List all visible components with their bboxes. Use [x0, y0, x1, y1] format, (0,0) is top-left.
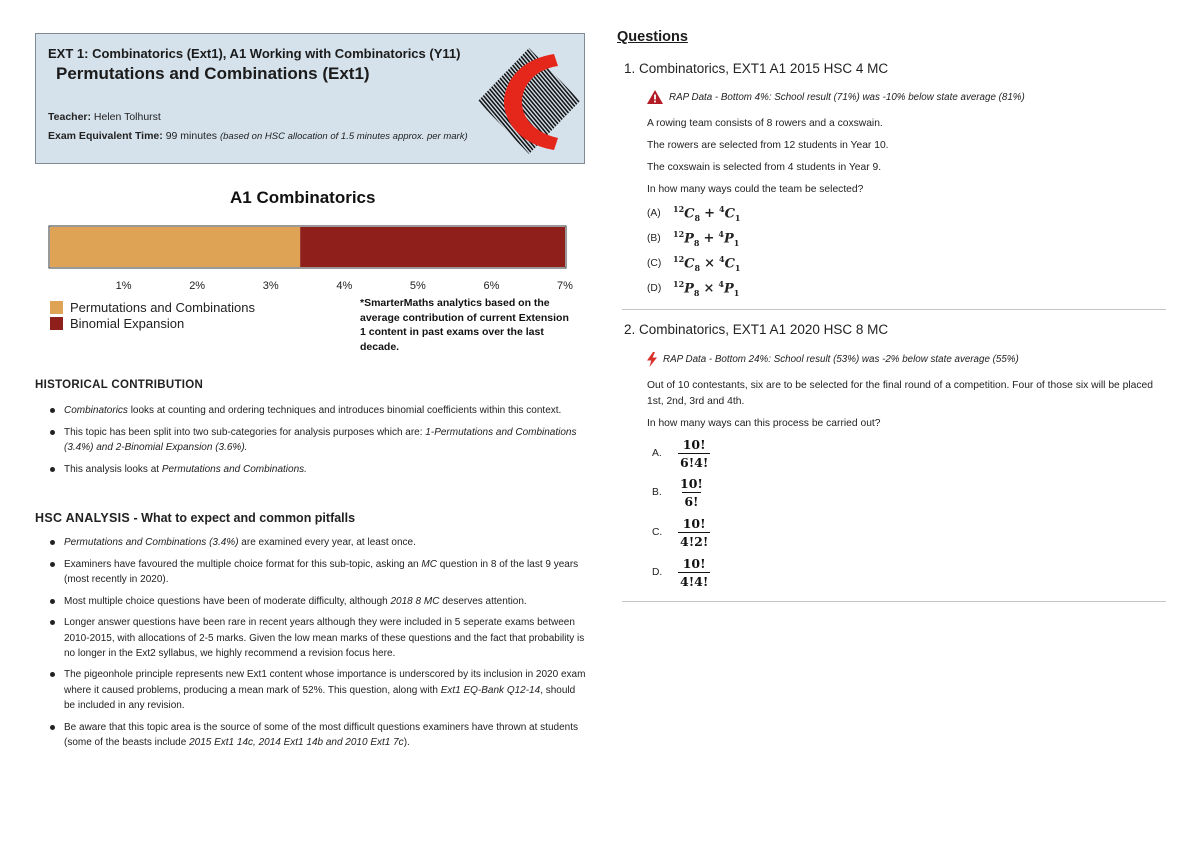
list-item-text: This analysis looks at: [64, 463, 162, 475]
math-symbol: C: [724, 206, 735, 222]
option-label: (A): [647, 207, 661, 219]
math-sup: 4: [718, 254, 725, 264]
list-item-text: Examiners have favoured the multiple choice format for this sub-topic, asking an: [64, 558, 422, 570]
question-1-line-3: The coxswain is selected from 4 students in Year 9.: [647, 162, 882, 173]
legend-swatch-binomial: [50, 317, 63, 330]
math-operator: ×: [704, 256, 715, 272]
math-symbol: C: [724, 256, 735, 272]
list-item-text: Most multiple choice questions have been of moderate difficulty, although: [64, 595, 391, 607]
list-item: [48, 403, 588, 418]
stacked-bar-chart: [40, 222, 580, 298]
emphasis-text: Permutations and Combinations (3.4%): [64, 537, 239, 548]
math-operator: +: [703, 231, 715, 247]
teacher-label: Teacher:: [48, 111, 91, 123]
math-sub: 8: [694, 262, 701, 273]
bar-segment-binomial: [300, 227, 565, 267]
chart-legend: [50, 299, 255, 331]
emphasis-text: MC: [421, 558, 437, 570]
option-expression: [673, 229, 739, 248]
fraction-denominator: 6!4!: [680, 455, 709, 470]
question-1-option-a[interactable]: [647, 204, 741, 223]
math-symbol: P: [684, 281, 694, 297]
question-1-line-1: A rowing team consists of 8 rowers and a coxswain.: [647, 118, 883, 129]
question-2-option-d[interactable]: [652, 556, 710, 589]
legend-entry-permutations: [50, 299, 255, 315]
question-1-option-c[interactable]: [647, 254, 741, 273]
fraction-denominator: 6!: [684, 494, 699, 509]
question-1-title: 1. Combinatorics, EXT1 A1 2015 HSC 4 MC: [624, 61, 889, 76]
exam-time-label: Exam Equivalent Time:: [48, 130, 163, 142]
list-item-text: are examined every year, at least once.: [238, 537, 416, 548]
question-2-text-2: In how many ways can this process be carried out?: [647, 418, 881, 429]
question-2-title: 2. Combinatorics, EXT1 A1 2020 HSC 8 MC: [624, 322, 889, 337]
math-sup: 4: [718, 229, 724, 239]
teacher-name: Helen Tolhurst: [93, 111, 161, 123]
list-item: [48, 462, 588, 477]
option-label: (D): [647, 282, 662, 294]
option-fraction: [678, 516, 710, 549]
option-label: D.: [652, 567, 663, 578]
smartermaths-logo-icon: [476, 46, 582, 156]
math-sub: 8: [694, 212, 701, 223]
fraction-denominator: 4!2!: [680, 534, 709, 549]
option-label: A.: [652, 448, 662, 459]
math-sub: 1: [734, 262, 741, 273]
option-expression: [673, 279, 739, 298]
hsc-analysis-heading: [35, 511, 355, 525]
question-2-option-c[interactable]: [652, 516, 710, 549]
historical-list: [48, 403, 588, 483]
list-item: [48, 425, 588, 455]
question-2-text-1: Out of 10 contestants, six are to be selected for the final round of a competition. Four of those six will be placed 1st, 2nd, 3rd and 4th.: [647, 380, 1153, 407]
math-sup: 12: [673, 279, 685, 289]
list-item-text: ).: [403, 736, 410, 748]
emphasis-text: Ext1 EQ-Bank Q12-14: [440, 684, 541, 696]
option-label: (B): [647, 232, 661, 244]
list-item: [48, 667, 588, 713]
math-sup: 12: [673, 254, 685, 264]
option-fraction: [678, 556, 710, 589]
rap-text: RAP Data - Bottom 24%: School result (53%) was -2% below state average (55%): [663, 354, 1019, 365]
math-symbol: P: [723, 231, 734, 247]
math-sub: 1: [733, 287, 740, 298]
fraction-denominator: 4!4!: [680, 574, 709, 589]
topic-header-box: [35, 33, 585, 164]
list-item-text: deserves attention.: [439, 595, 527, 607]
rap-text: RAP Data - Bottom 4%: School result (71%) was -10% below state average (81%): [669, 91, 1025, 103]
question-1-line-4: In how many ways could the team be selected?: [647, 184, 864, 195]
question-1-option-d[interactable]: [647, 279, 739, 298]
math-sub: 1: [733, 237, 740, 248]
emphasis-text: Permutations and Combinations.: [161, 463, 307, 475]
option-expression: [673, 204, 741, 223]
list-item: [48, 594, 588, 609]
math-sup: 12: [673, 229, 685, 239]
list-item: [48, 615, 588, 661]
x-tick-label: 5%: [409, 280, 426, 292]
x-tick-label: 4%: [336, 280, 353, 292]
legend-entry-binomial: [50, 315, 255, 331]
list-item-text: Be aware that this topic area is the source of some of the most difficult questions examiners have thrown at students (some of the beasts include: [64, 721, 578, 748]
math-symbol: C: [684, 206, 695, 222]
list-item-text: , should be included in any revision.: [64, 684, 576, 711]
list-item: [48, 557, 588, 587]
option-expression: [673, 254, 741, 273]
chart-title: A1 Combinatorics: [230, 188, 376, 207]
question-1-rap: [647, 90, 1025, 104]
list-item-text: The pigeonhole principle represents new Ext1 content whose importance is underscored by its inclusion in 2020 exam where it caused problems, producing a mean mark of 52%. This question, along with: [64, 669, 586, 696]
math-symbol: P: [684, 231, 694, 247]
option-fraction: [678, 437, 710, 470]
math-operator: ×: [703, 281, 715, 297]
math-operator: +: [704, 206, 715, 222]
emphasis-text: Combinatorics: [64, 405, 128, 416]
option-fraction: [678, 476, 705, 509]
x-tick-label: 7%: [557, 280, 573, 292]
chart-footnote: *SmarterMaths analytics based on the average contribution of current Extension 1 content in past exams over the last decade.: [360, 297, 569, 353]
legend-swatch-permutations: [50, 301, 63, 314]
question-2-rap: [647, 352, 1019, 367]
teacher-line: [48, 111, 161, 123]
historical-heading: HISTORICAL CONTRIBUTION: [35, 379, 204, 391]
hsc-analysis-list: [48, 535, 588, 756]
legend-label-binomial: Binomial Expansion: [70, 315, 185, 331]
question-1-line-2: The rowers are selected from 12 students in Year 10.: [647, 140, 889, 151]
x-tick-label: 2%: [189, 280, 206, 292]
x-tick-label: 3%: [262, 280, 279, 292]
list-item: [48, 535, 588, 550]
exam-time-line: [48, 129, 468, 144]
fraction-numerator: 10!: [682, 556, 706, 571]
exam-time-note: (based on HSC allocation of 1.5 minutes approx. per mark): [219, 131, 468, 142]
option-label: C.: [652, 527, 663, 538]
exam-time-value: 99 minutes: [165, 130, 218, 142]
list-item-text: This topic has been split into two sub-categories for analysis purposes which are:: [64, 426, 426, 438]
question-divider: [622, 601, 1166, 602]
math-sup: 4: [718, 204, 725, 214]
list-item-text: Longer answer questions have been rare in recent years although they were included in 5 seperate exams between 2010-2015, with allocations of 2-5 marks. Given the low mean marks of these questions and the fact that probability is no longer in the Ext2 syllabus, we highly recommend a revision focus here.: [64, 617, 585, 659]
x-tick-label: 1%: [115, 280, 132, 292]
questions-heading: Questions: [617, 29, 688, 45]
list-item: [48, 720, 588, 750]
fraction-numerator: 10!: [682, 437, 706, 452]
hsc-heading-bold: HSC ANALYSIS: [35, 511, 131, 525]
math-sub: 8: [693, 237, 700, 248]
fraction-numerator: 10!: [680, 476, 703, 491]
math-sup: 4: [718, 279, 724, 289]
math-symbol: P: [723, 281, 734, 297]
page-title: Permutations and Combinations (Ext1): [56, 64, 370, 83]
emphasis-text: 2015 Ext1 14c, 2014 Ext1 14b and 2010 Ext1 7c: [189, 736, 404, 748]
legend-label-permutations: Permutations and Combinations: [70, 299, 255, 315]
lightning-icon: [647, 352, 657, 367]
emphasis-text: 1-Permutations and Combinations (3.4%) and 2-Binomial Expansion (3.6%).: [64, 426, 577, 453]
fraction-numerator: 10!: [682, 516, 706, 531]
list-item-text: looks at counting and ordering techniques and introduces binomial coefficients within this context.: [127, 405, 562, 416]
bar-segment-permutations: [50, 227, 300, 267]
question-1-option-b[interactable]: [647, 229, 739, 248]
math-symbol: C: [684, 256, 695, 272]
math-sub: 1: [734, 212, 741, 223]
question-divider: [622, 309, 1166, 310]
math-sub: 8: [693, 287, 700, 298]
option-label: B.: [652, 487, 662, 498]
warning-icon: [647, 90, 663, 104]
emphasis-text: 2018 8 MC: [390, 595, 440, 607]
hsc-heading-rest: - What to expect and common pitfalls: [130, 511, 356, 525]
topic-breadcrumb: EXT 1: Combinatorics (Ext1), A1 Working with Combinatorics (Y11): [48, 46, 461, 61]
list-item-text: question in 8 of the last 9 years (most recently in 2020).: [64, 558, 579, 585]
question-2-option-a[interactable]: [652, 437, 710, 470]
option-label: (C): [647, 257, 662, 269]
question-2-option-b[interactable]: [652, 476, 705, 509]
math-sup: 12: [673, 204, 685, 214]
x-tick-label: 6%: [483, 280, 500, 292]
